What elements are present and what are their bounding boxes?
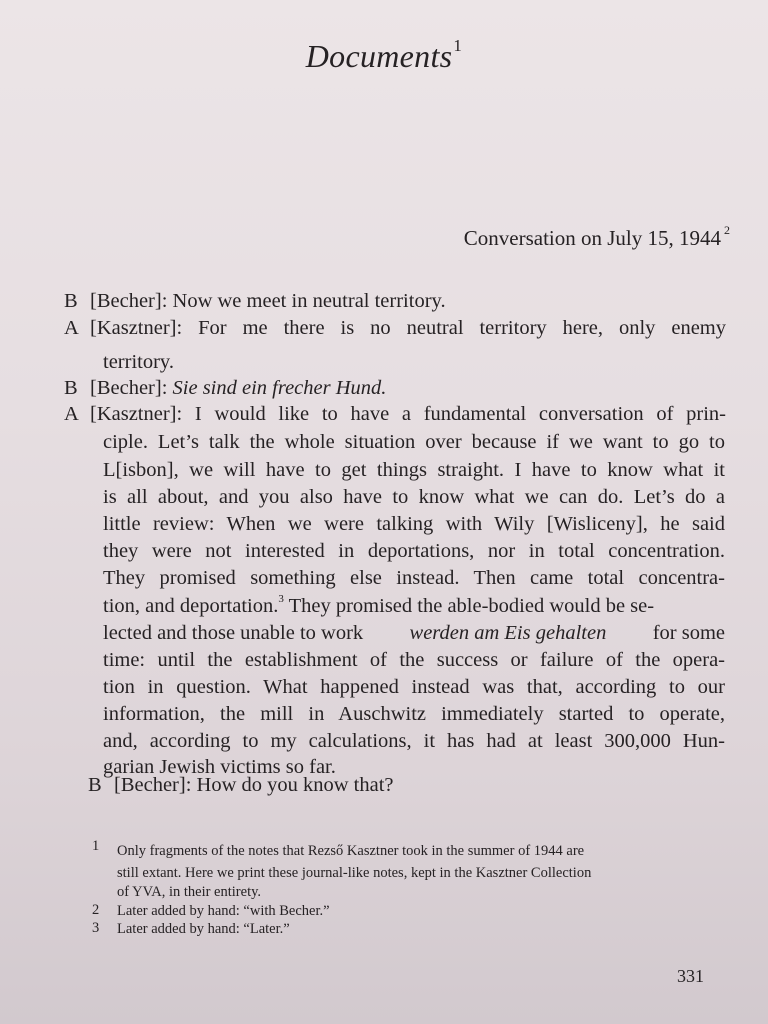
dialogue-line: is all about, and you also have to know what we can do. Let’s do a	[103, 486, 725, 508]
dialogue-line: [Becher]: Now we meet in neutral territory.	[90, 290, 446, 312]
dialogue-line: ciple. Let’s talk the whole situation over because if we want to go to	[103, 431, 725, 453]
speaker-marker: B	[64, 290, 78, 312]
german-phrase: werden am Eis gehalten	[409, 622, 607, 644]
footnote-text: Later added by hand: “Later.”	[117, 921, 290, 937]
dialogue-line: tion, and deportation.$^3$ They promised the able-bodied would be se-	[103, 593, 655, 617]
dialogue-line: tion in question. What happened instead was that, according to our	[103, 676, 725, 698]
footnote-ref: 3	[278, 593, 284, 605]
dialogue-line: garian Jewish victims so far.	[103, 756, 336, 778]
speaker-marker: B	[88, 774, 102, 796]
speaker-marker: A	[64, 317, 79, 339]
footnote-number: 3	[92, 920, 100, 936]
footnote-number: 1	[92, 838, 100, 854]
dialogue-line: time: until the establishment of the success or failure of the opera-	[103, 649, 725, 671]
dialogue-line: [Becher]: Sie sind ein frecher Hund.	[90, 377, 387, 399]
german-phrase: Sie sind ein frecher Hund.	[172, 377, 387, 399]
page-title: Documents$^1$	[305, 36, 463, 74]
dialogue-line: [Kasztner]: For me there is no neutral territory here, only enemy	[90, 317, 726, 339]
footnote-number: 2	[92, 902, 100, 918]
footnote-text: still extant. Here we print these journal-like notes, kept in the Kasztner Collection	[117, 865, 592, 881]
footnote-text: of YVA, in their entirety.	[117, 884, 262, 900]
dialogue-line: they were not interested in deportations, nor in total concentration.	[103, 540, 725, 562]
dialogue-line: [Becher]: How do you know that?	[114, 774, 394, 796]
dialogue-line: They promised something else instead. Then came total concentra-	[103, 567, 725, 589]
dialogue-line: information, the mill in Auschwitz immediately started to operate,	[103, 703, 725, 725]
dialogue-line: [Kasztner]: I would like to have a fundamental conversation of prin-	[90, 403, 726, 425]
dialogue-line: and, according to my calculations, it has had at least 300,000 Hun-	[103, 730, 725, 752]
speaker-marker: B	[64, 377, 78, 399]
speaker-marker: A	[64, 403, 79, 425]
heading-footnote-ref: 2	[724, 223, 730, 237]
title-footnote-ref: 1	[453, 36, 463, 55]
footnote-text: Later added by hand: “with Becher.”	[117, 903, 330, 919]
conversation-heading: Conversation on July 15, 1944 $^2$	[463, 223, 730, 250]
page-number: 331	[677, 966, 704, 986]
dialogue-line: little review: When we were talking with Wily [Wisliceny], he said	[103, 513, 725, 535]
footnote-text: Only fragments of the notes that Rezső Kasztner took in the summer of 1944 are	[117, 843, 585, 859]
dialogue-line: territory.	[103, 351, 174, 373]
dialogue-line: lected and those unable to work werden am Eis gehalten for some	[103, 622, 725, 644]
dialogue-line: L[isbon], we will have to get things straight. I have to know what it	[103, 459, 725, 481]
